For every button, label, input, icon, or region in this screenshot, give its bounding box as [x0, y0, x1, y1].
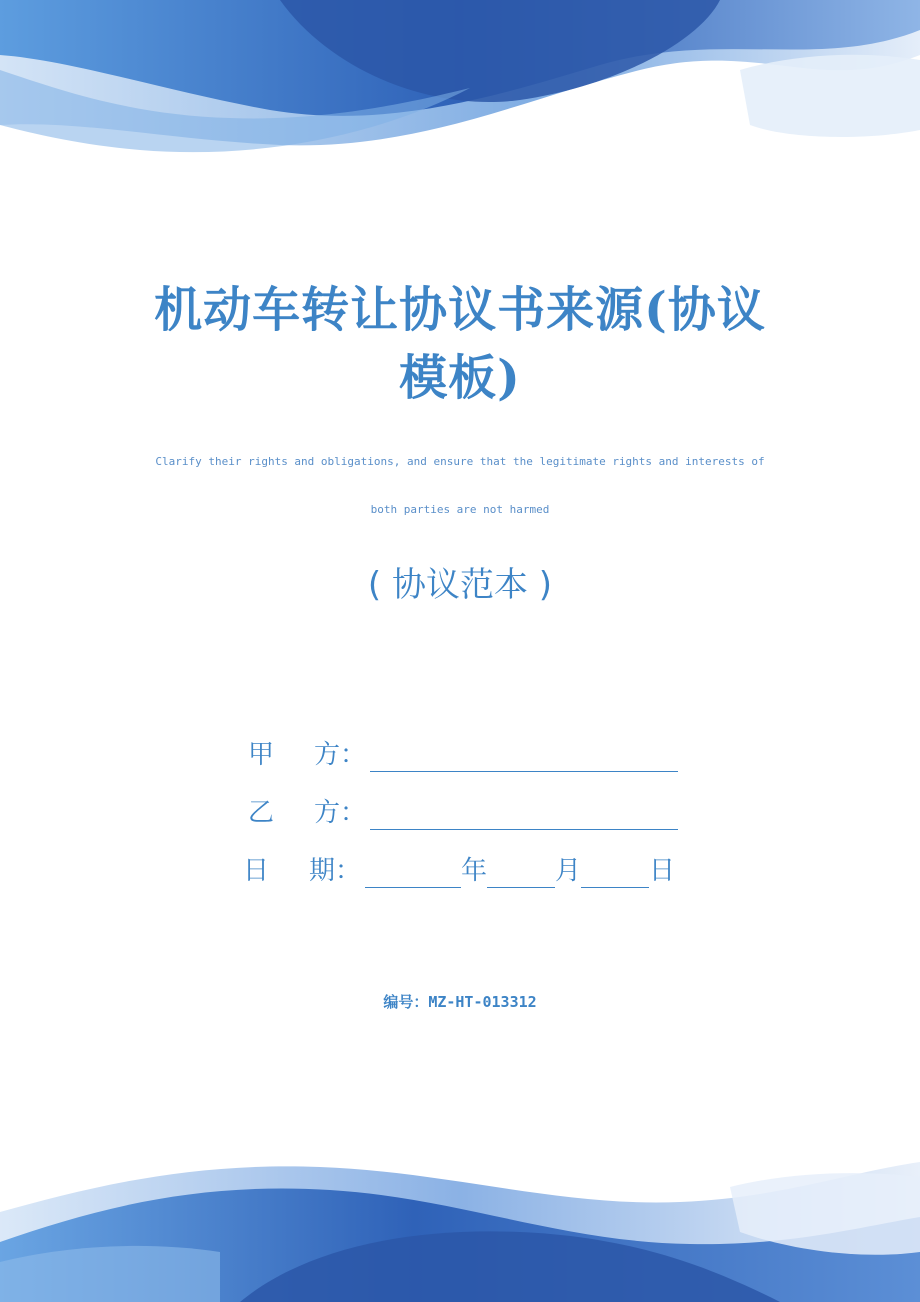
party-b-label-char1: 乙	[248, 798, 275, 828]
month-label: 月	[555, 856, 582, 886]
party-b-blank[interactable]	[370, 803, 678, 830]
day-label: 日	[649, 856, 676, 886]
date-label-char2: 期：	[309, 856, 362, 886]
party-a-field	[248, 738, 678, 772]
document-code: 编号：MZ-HT-013312	[383, 993, 537, 1011]
subtitle-line-1: Clarify their rights and obligations, and ensure that the legitimate rights and interests of	[155, 455, 765, 468]
year-blank[interactable]	[365, 861, 461, 888]
party-a-label-char1: 甲	[248, 740, 275, 770]
bottom-wave-decoration	[0, 1132, 920, 1302]
party-a-blank[interactable]	[370, 745, 678, 772]
party-b-field	[248, 796, 678, 830]
party-b-label-char2: 方：	[314, 798, 367, 828]
subtitle-line-2: both parties are not harmed	[370, 503, 550, 516]
title-line-2: 模板)	[399, 350, 521, 406]
sample-label: ( 协议范本 )	[367, 565, 553, 605]
month-blank[interactable]	[487, 861, 555, 888]
top-wave-decoration	[0, 0, 920, 175]
document-title	[0, 276, 920, 412]
party-a-label-char2: 方：	[314, 740, 367, 770]
date-field	[243, 854, 675, 888]
day-blank[interactable]	[581, 861, 649, 888]
date-label-char1: 日	[243, 856, 270, 886]
title-line-1: 机动车转让协议书来源(协议	[154, 282, 766, 338]
year-label: 年	[461, 856, 488, 886]
